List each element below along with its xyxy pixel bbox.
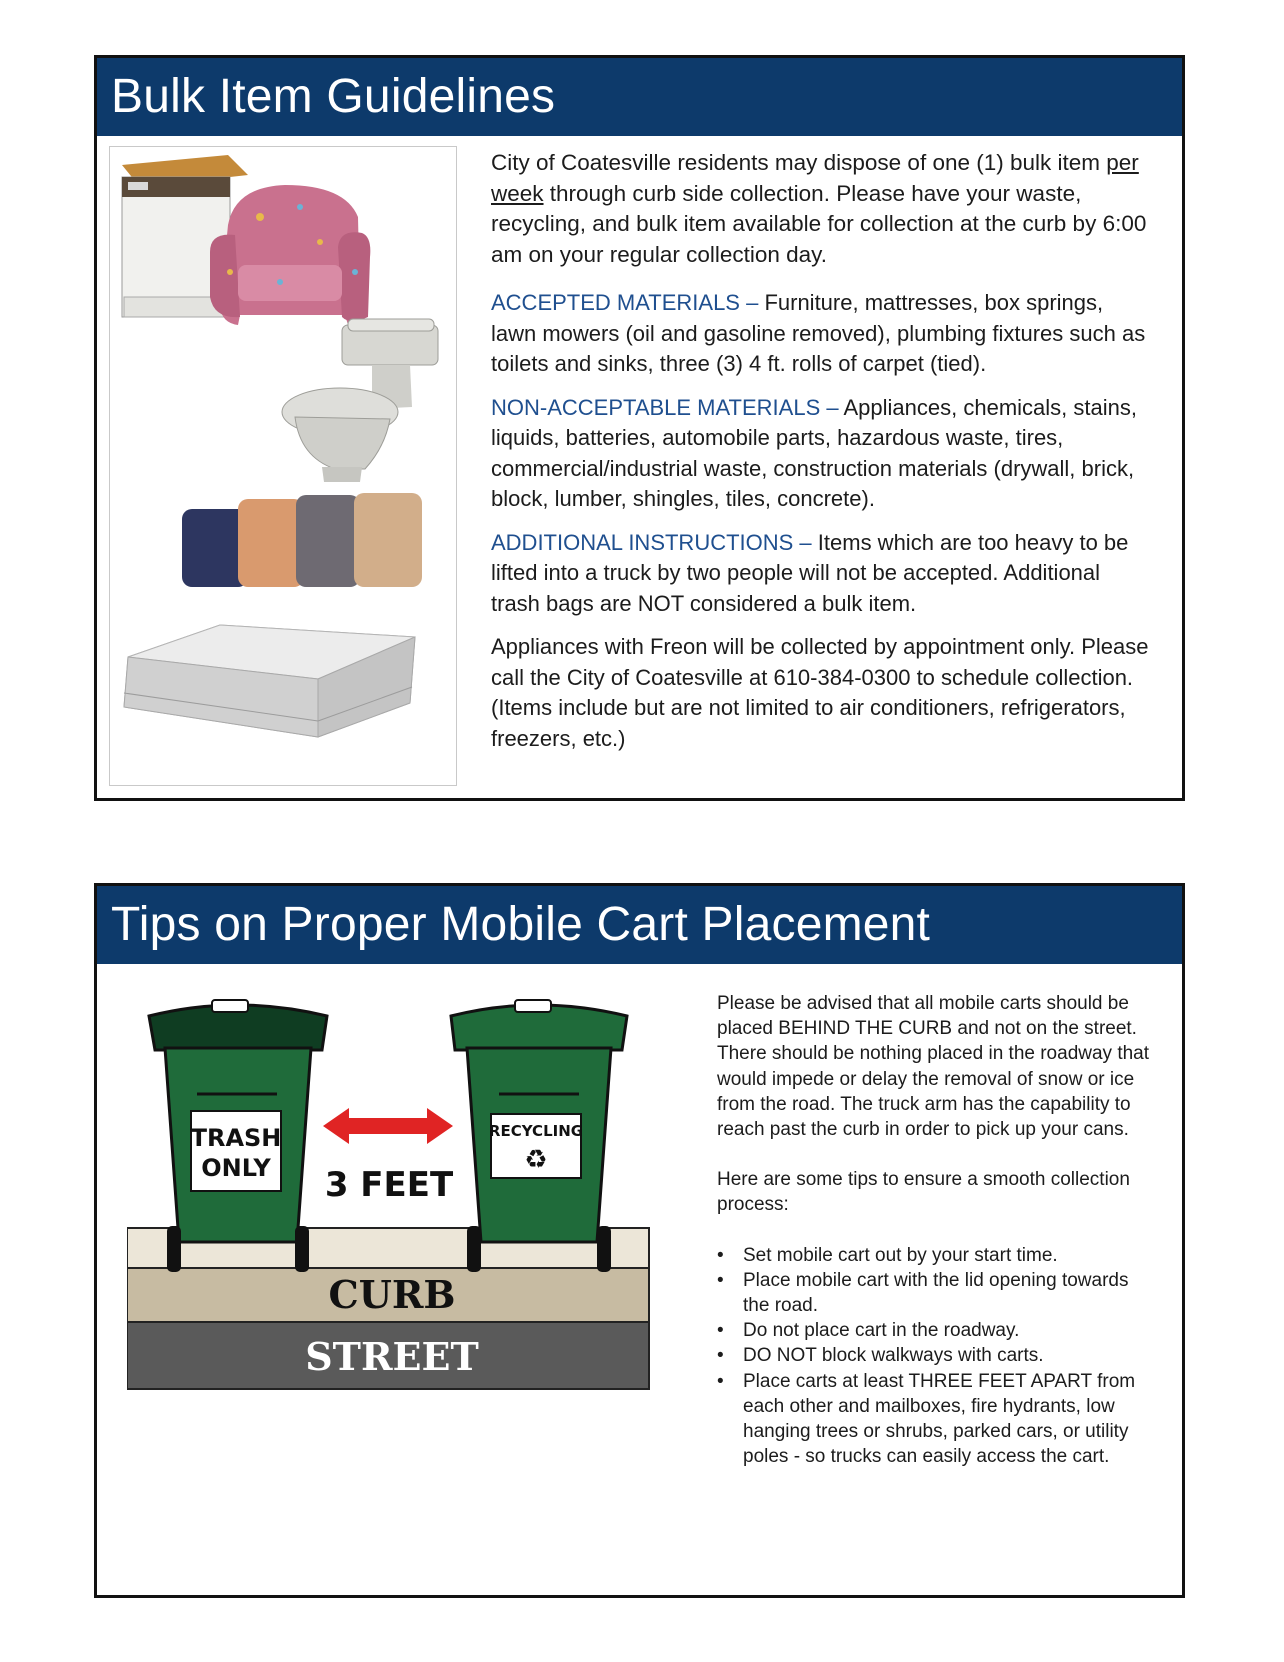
freon-paragraph: Appliances with Freon will be collected by appointment only. Please call the City of Coatesville at 610-384-0300 to schedule collection. (Items include but are not limited to air conditioners, refrigerators, freezers, etc.) bbox=[491, 634, 1149, 751]
list-item: • Set mobile cart out by your start time. bbox=[717, 1243, 1157, 1268]
trash-label-line2: ONLY bbox=[201, 1154, 271, 1182]
recycling-label: RECYCLING bbox=[488, 1122, 584, 1140]
cart-tips-text bbox=[717, 991, 1157, 1469]
non-acceptable-materials-label: NON-ACCEPTABLE MATERIALS – bbox=[491, 394, 839, 420]
cart-placement-diagram bbox=[127, 986, 667, 1446]
additional-instructions-label: ADDITIONAL INSTRUCTIONS – bbox=[491, 529, 812, 555]
intro-text-end: through curb side collection. Please have your waste, recycling, and bulk item available for collection at the curb by 6:00 am on your regular collection day. bbox=[491, 180, 1147, 267]
recycling-cart-icon bbox=[451, 1000, 627, 1272]
additional-instructions-paragraph bbox=[491, 528, 1151, 620]
distance-arrow-icon bbox=[323, 1108, 453, 1144]
intro-underlined-text: per week bbox=[491, 150, 1139, 206]
list-item: • DO NOT block walkways with carts. bbox=[717, 1343, 1157, 1368]
toilet-image bbox=[282, 319, 438, 482]
bulk-items-illustration bbox=[110, 147, 456, 785]
bulk-panel-title: Bulk Item Guidelines bbox=[97, 58, 1182, 136]
curb-label: CURB bbox=[328, 1272, 456, 1317]
distance-label: 3 FEET bbox=[324, 1165, 454, 1205]
bulk-items-image-column bbox=[109, 146, 457, 786]
non-acceptable-materials-paragraph bbox=[491, 393, 1151, 515]
street-label: STREET bbox=[305, 1334, 479, 1379]
list-item: • Do not place cart in the roadway. bbox=[717, 1318, 1157, 1343]
cart-diagram-svg bbox=[127, 986, 667, 1446]
tips-intro-paragraph: Here are some tips to ensure a smooth collection process: bbox=[717, 1169, 1130, 1216]
tips-bullet-list bbox=[717, 1243, 1157, 1470]
additional-instructions-text: Items which are too heavy to be lifted into a truck by two people will not be accepted. Additional trash bags are NOT considered a bulk item. bbox=[491, 529, 1129, 616]
trash-label-line1: TRASH bbox=[190, 1124, 282, 1152]
list-item: • Place carts at least THREE FEET APART from each other and mailboxes, fire hydrants, low hanging trees or shrubs, parked cars, or utility poles - so trucks can easily access the cart. bbox=[717, 1369, 1157, 1470]
carpet-rolls-image bbox=[182, 493, 422, 587]
cart-placement-panel bbox=[94, 883, 1185, 1598]
accepted-materials-text: Furniture, mattresses, box springs, lawn mowers (oil and gasoline removed), plumbing fixtures such as toilets and sinks, three (3) 4 ft. rolls of carpet (tied). bbox=[491, 290, 1146, 376]
accepted-materials-paragraph bbox=[491, 288, 1151, 380]
armchair-image bbox=[210, 185, 370, 325]
bulk-guidelines-text bbox=[491, 148, 1151, 767]
recycle-symbol-icon: ♻ bbox=[524, 1145, 548, 1175]
bulk-item-panel bbox=[94, 55, 1185, 801]
cart-advisory-paragraph: Please be advised that all mobile carts should be placed BEHIND THE CURB and not on the street. There should be nothing placed in the roadway that would impede or delay the removal of snow or ice from the road. The truck arm has the capability to reach past the curb in order to pick up your cans. bbox=[717, 993, 1150, 1141]
bulk-intro-paragraph bbox=[491, 148, 1151, 270]
mattress-image bbox=[124, 625, 415, 737]
non-acceptable-materials-text: Appliances, chemicals, stains, liquids, batteries, automobile parts, hazardous waste, tires, commercial/industrial waste, construction materials (drywall, brick, block, lumber, shingles, tiles, concrete). bbox=[491, 394, 1137, 511]
intro-text-start: City of Coatesville residents may dispose of one (1) bulk item bbox=[491, 150, 1107, 175]
tips-panel-title: Tips on Proper Mobile Cart Placement bbox=[97, 886, 1182, 964]
accepted-materials-label: ACCEPTED MATERIALS – bbox=[491, 290, 759, 315]
trash-cart-icon bbox=[149, 1000, 327, 1272]
list-item: • Place mobile cart with the lid opening towards the road. bbox=[717, 1268, 1157, 1318]
